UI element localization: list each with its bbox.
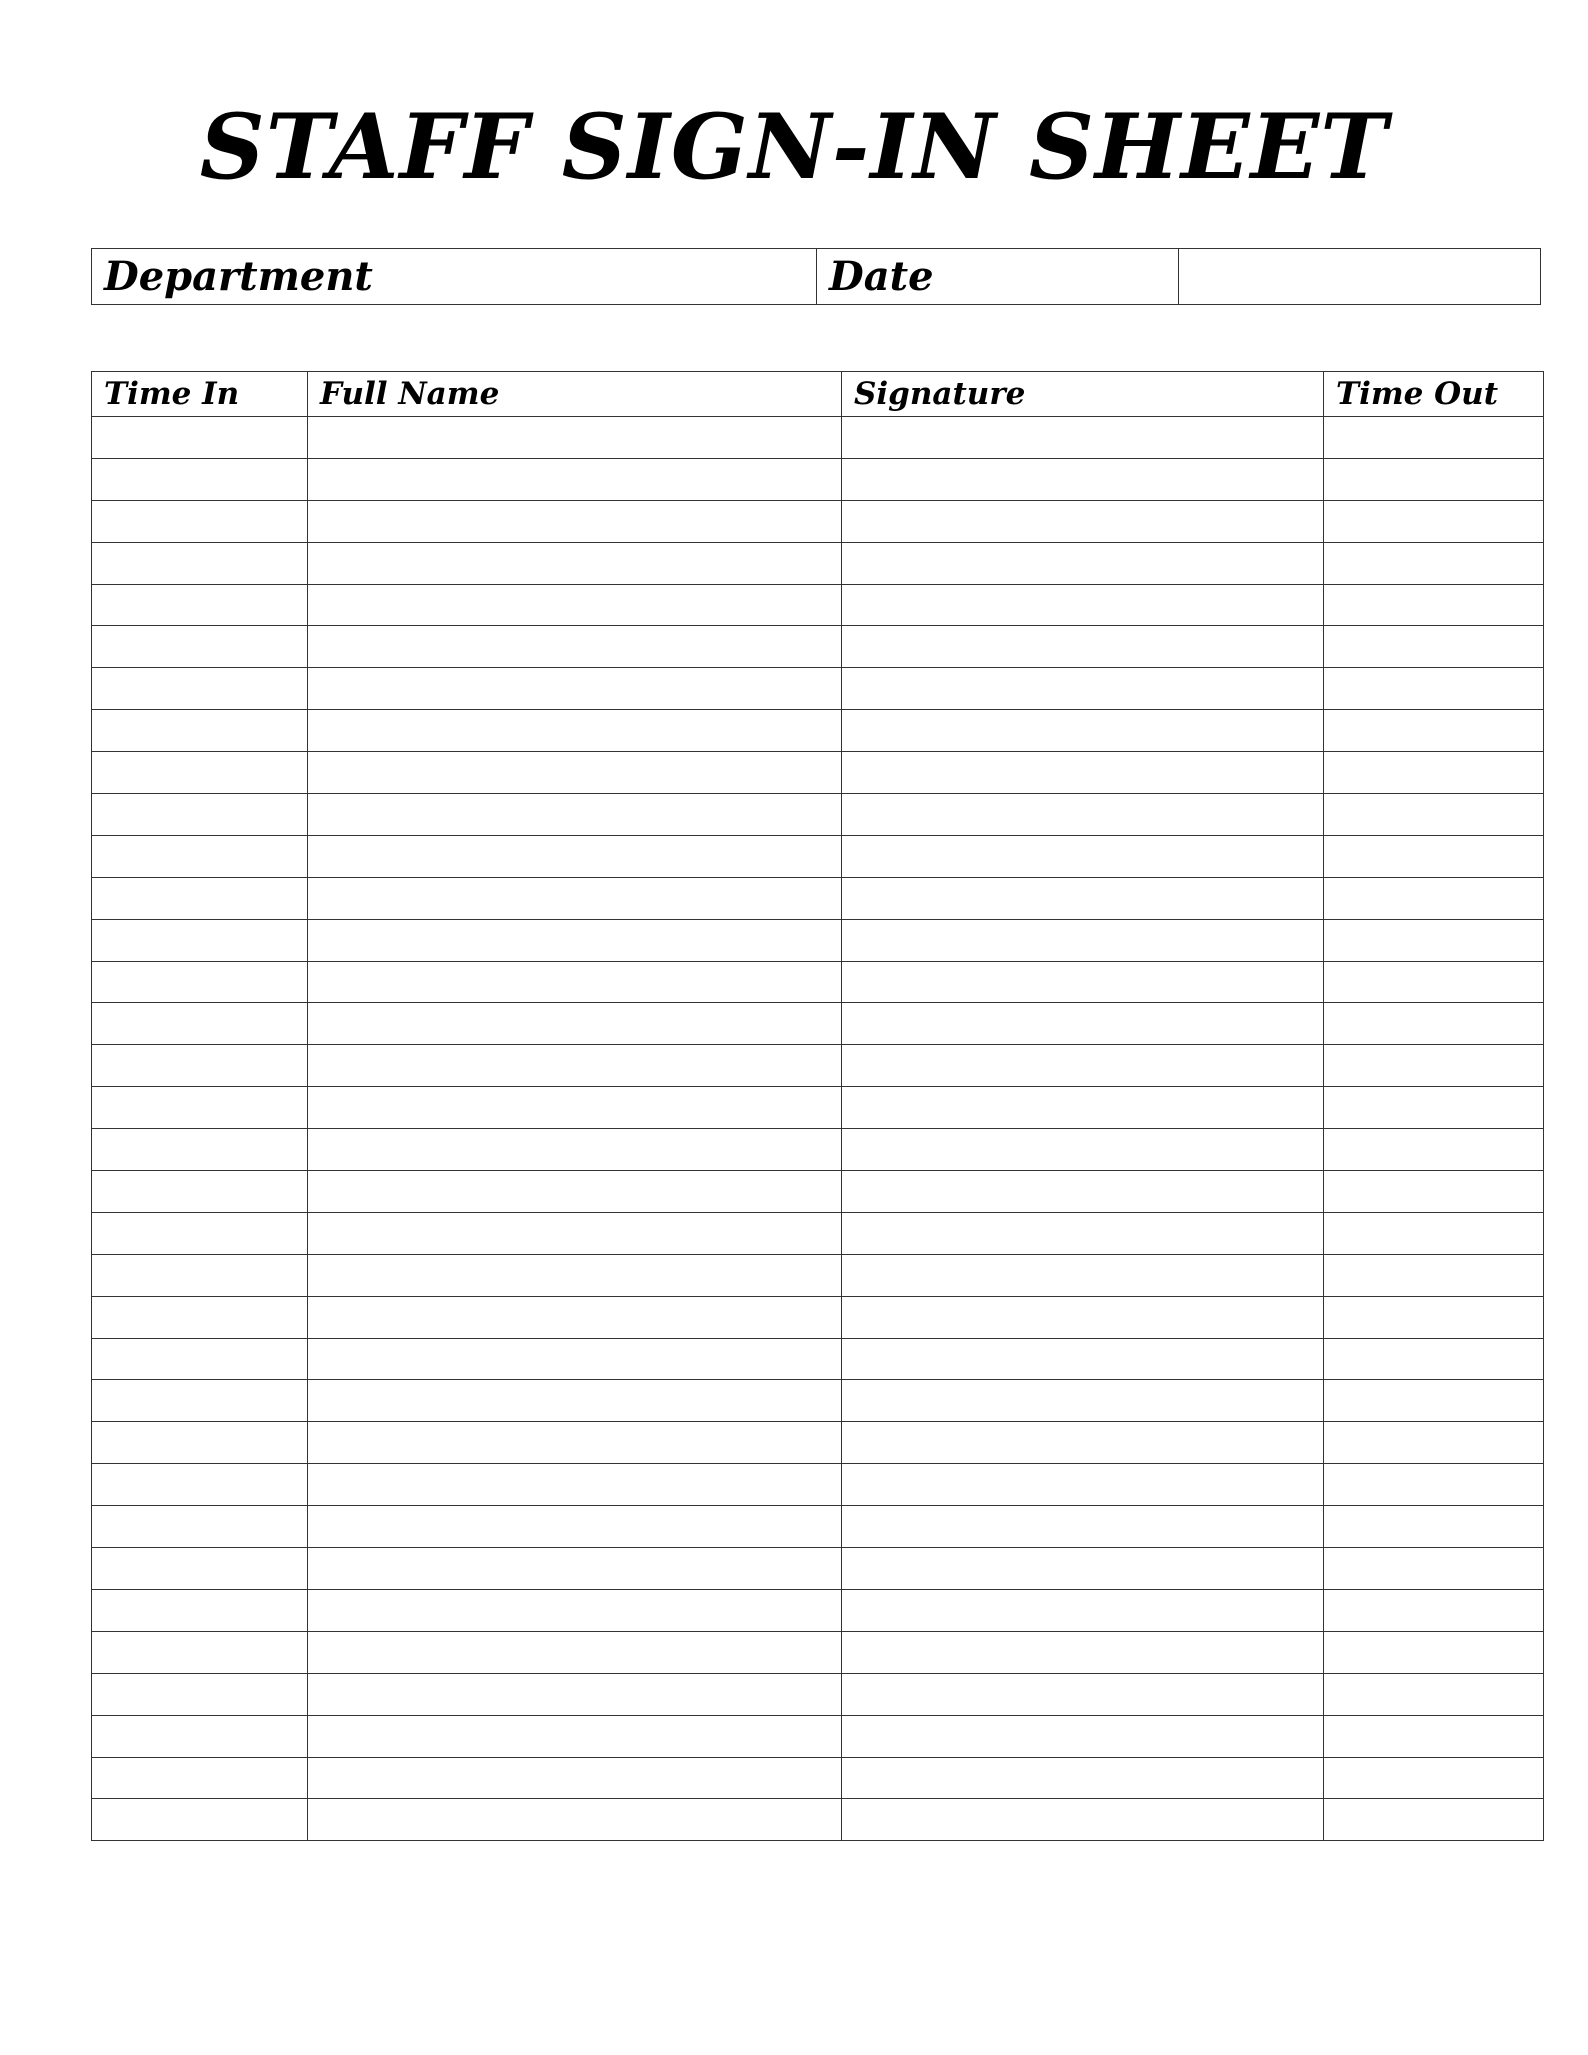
- time-in-cell[interactable]: [92, 1799, 308, 1841]
- table-row: [92, 1003, 1544, 1045]
- time-in-cell[interactable]: [92, 1506, 308, 1548]
- table-row: [92, 584, 1544, 626]
- signature-cell[interactable]: [842, 794, 1324, 836]
- signature-cell[interactable]: [842, 1631, 1324, 1673]
- time-out-cell[interactable]: [1324, 1673, 1544, 1715]
- full-name-cell[interactable]: [308, 1715, 842, 1757]
- time-out-cell[interactable]: [1324, 1506, 1544, 1548]
- full-name-cell[interactable]: [308, 1045, 842, 1087]
- full-name-cell[interactable]: [308, 835, 842, 877]
- table-row: [92, 1673, 1544, 1715]
- full-name-cell[interactable]: [308, 1254, 842, 1296]
- full-name-cell[interactable]: [308, 752, 842, 794]
- full-name-cell[interactable]: [308, 1171, 842, 1213]
- sign-in-table: [91, 371, 1544, 1841]
- time-in-cell[interactable]: [92, 1673, 308, 1715]
- table-row: [92, 1799, 1544, 1841]
- table-row: [92, 1506, 1544, 1548]
- table-row: [92, 835, 1544, 877]
- time-out-cell[interactable]: [1324, 542, 1544, 584]
- table-row: [92, 1757, 1544, 1799]
- signature-cell[interactable]: [842, 1296, 1324, 1338]
- time-out-cell[interactable]: [1324, 1045, 1544, 1087]
- signature-cell[interactable]: [842, 1589, 1324, 1631]
- signature-cell[interactable]: [842, 1799, 1324, 1841]
- time-out-cell[interactable]: [1324, 1171, 1544, 1213]
- column-header-time-in: Time In: [92, 372, 308, 417]
- time-out-cell[interactable]: [1324, 584, 1544, 626]
- time-in-cell[interactable]: [92, 1715, 308, 1757]
- time-in-cell[interactable]: [92, 668, 308, 710]
- signature-cell[interactable]: [842, 835, 1324, 877]
- full-name-cell[interactable]: [308, 1548, 842, 1590]
- signature-cell[interactable]: [842, 1338, 1324, 1380]
- signature-cell[interactable]: [842, 1254, 1324, 1296]
- time-in-cell[interactable]: [92, 1757, 308, 1799]
- signature-cell[interactable]: [842, 877, 1324, 919]
- full-name-cell[interactable]: [308, 542, 842, 584]
- info-table: [91, 248, 1541, 305]
- table-row: [92, 500, 1544, 542]
- time-out-cell[interactable]: [1324, 1757, 1544, 1799]
- full-name-cell[interactable]: [308, 1506, 842, 1548]
- full-name-cell[interactable]: [308, 1589, 842, 1631]
- full-name-cell[interactable]: [308, 1212, 842, 1254]
- table-row: [92, 1631, 1544, 1673]
- signature-cell[interactable]: [842, 1673, 1324, 1715]
- time-out-cell[interactable]: [1324, 500, 1544, 542]
- time-out-cell[interactable]: [1324, 1548, 1544, 1590]
- full-name-cell[interactable]: [308, 710, 842, 752]
- signature-cell[interactable]: [842, 1129, 1324, 1171]
- table-row: [92, 1129, 1544, 1171]
- full-name-cell[interactable]: [308, 626, 842, 668]
- full-name-cell[interactable]: [308, 500, 842, 542]
- signature-cell[interactable]: [842, 1715, 1324, 1757]
- signature-cell[interactable]: [842, 1506, 1324, 1548]
- time-out-cell[interactable]: [1324, 1338, 1544, 1380]
- full-name-cell[interactable]: [308, 794, 842, 836]
- full-name-cell[interactable]: [308, 584, 842, 626]
- time-in-cell[interactable]: [92, 1171, 308, 1213]
- time-out-cell[interactable]: [1324, 1296, 1544, 1338]
- time-in-cell[interactable]: [92, 1464, 308, 1506]
- time-out-cell[interactable]: [1324, 1254, 1544, 1296]
- table-row: [92, 1338, 1544, 1380]
- table-row: [92, 710, 1544, 752]
- signature-cell[interactable]: [842, 710, 1324, 752]
- table-row: [92, 1715, 1544, 1757]
- time-in-cell[interactable]: [92, 752, 308, 794]
- table-row: [92, 1212, 1544, 1254]
- page-title: STAFF SIGN-IN SHEET: [199, 94, 1389, 200]
- signature-cell[interactable]: [842, 1087, 1324, 1129]
- signature-cell[interactable]: [842, 752, 1324, 794]
- time-out-cell[interactable]: [1324, 1589, 1544, 1631]
- time-out-cell[interactable]: [1324, 1212, 1544, 1254]
- time-in-cell[interactable]: [92, 584, 308, 626]
- time-out-cell[interactable]: [1324, 710, 1544, 752]
- time-in-cell[interactable]: [92, 1296, 308, 1338]
- column-header-time-out: Time Out: [1324, 372, 1544, 417]
- full-name-cell[interactable]: [308, 1129, 842, 1171]
- department-label: Department: [104, 253, 373, 300]
- table-row: [92, 417, 1544, 459]
- time-out-cell[interactable]: [1324, 877, 1544, 919]
- full-name-cell[interactable]: [308, 1380, 842, 1422]
- column-header-full-name: Full Name: [308, 372, 842, 417]
- time-out-cell[interactable]: [1324, 835, 1544, 877]
- time-out-cell[interactable]: [1324, 1380, 1544, 1422]
- table-row: [92, 1422, 1544, 1464]
- time-in-cell[interactable]: [92, 1338, 308, 1380]
- table-row: [92, 1254, 1544, 1296]
- time-in-cell[interactable]: [92, 1380, 308, 1422]
- time-out-cell[interactable]: [1324, 1631, 1544, 1673]
- time-out-cell[interactable]: [1324, 961, 1544, 1003]
- table-row: [92, 961, 1544, 1003]
- time-in-cell[interactable]: [92, 961, 308, 1003]
- table-row: [92, 794, 1544, 836]
- table-row: [92, 668, 1544, 710]
- full-name-cell[interactable]: [308, 961, 842, 1003]
- info-row: [92, 249, 1541, 305]
- table-row: [92, 877, 1544, 919]
- signature-cell[interactable]: [842, 1422, 1324, 1464]
- date-label: Date: [829, 253, 934, 300]
- full-name-cell[interactable]: [308, 1338, 842, 1380]
- signature-cell[interactable]: [842, 1757, 1324, 1799]
- full-name-cell[interactable]: [308, 1296, 842, 1338]
- time-in-cell[interactable]: [92, 1548, 308, 1590]
- time-in-cell[interactable]: [92, 1003, 308, 1045]
- time-in-cell[interactable]: [92, 919, 308, 961]
- signature-cell[interactable]: [842, 668, 1324, 710]
- full-name-cell[interactable]: [308, 458, 842, 500]
- time-in-cell[interactable]: [92, 1212, 308, 1254]
- signature-cell[interactable]: [842, 458, 1324, 500]
- table-row: [92, 1045, 1544, 1087]
- full-name-cell[interactable]: [308, 668, 842, 710]
- signature-cell[interactable]: [842, 417, 1324, 459]
- table-row: [92, 752, 1544, 794]
- signature-cell[interactable]: [842, 919, 1324, 961]
- time-in-cell[interactable]: [92, 1631, 308, 1673]
- table-row: [92, 1380, 1544, 1422]
- time-out-cell[interactable]: [1324, 1003, 1544, 1045]
- time-in-cell[interactable]: [92, 835, 308, 877]
- table-row: [92, 1171, 1544, 1213]
- table-row: [92, 542, 1544, 584]
- full-name-cell[interactable]: [308, 1757, 842, 1799]
- full-name-cell[interactable]: [308, 1087, 842, 1129]
- table-row: [92, 1464, 1544, 1506]
- full-name-cell[interactable]: [308, 1464, 842, 1506]
- time-out-cell[interactable]: [1324, 626, 1544, 668]
- time-in-cell[interactable]: [92, 1129, 308, 1171]
- table-row: [92, 1589, 1544, 1631]
- time-out-cell[interactable]: [1324, 1799, 1544, 1841]
- table-row: [92, 1548, 1544, 1590]
- full-name-cell[interactable]: [308, 417, 842, 459]
- date-label-cell: [817, 249, 1179, 305]
- time-out-cell[interactable]: [1324, 1464, 1544, 1506]
- time-out-cell[interactable]: [1324, 794, 1544, 836]
- signature-cell[interactable]: [842, 1380, 1324, 1422]
- signature-cell[interactable]: [842, 542, 1324, 584]
- time-out-cell[interactable]: [1324, 1422, 1544, 1464]
- time-out-cell[interactable]: [1324, 919, 1544, 961]
- time-out-cell[interactable]: [1324, 1129, 1544, 1171]
- signature-cell[interactable]: [842, 500, 1324, 542]
- time-in-cell[interactable]: [92, 417, 308, 459]
- time-in-cell[interactable]: [92, 542, 308, 584]
- table-row: [92, 626, 1544, 668]
- time-in-cell[interactable]: [92, 458, 308, 500]
- time-in-cell[interactable]: [92, 1422, 308, 1464]
- signature-cell[interactable]: [842, 1212, 1324, 1254]
- date-field[interactable]: [1179, 249, 1541, 305]
- signature-cell[interactable]: [842, 961, 1324, 1003]
- table-body: [92, 417, 1544, 1841]
- signature-cell[interactable]: [842, 584, 1324, 626]
- full-name-cell[interactable]: [308, 1003, 842, 1045]
- time-in-cell[interactable]: [92, 1254, 308, 1296]
- signature-cell[interactable]: [842, 1464, 1324, 1506]
- signature-cell[interactable]: [842, 1548, 1324, 1590]
- time-in-cell[interactable]: [92, 710, 308, 752]
- signature-cell[interactable]: [842, 626, 1324, 668]
- time-out-cell[interactable]: [1324, 1715, 1544, 1757]
- time-in-cell[interactable]: [92, 877, 308, 919]
- table-header-row: [92, 372, 1544, 417]
- full-name-cell[interactable]: [308, 1422, 842, 1464]
- column-header-signature: Signature: [842, 372, 1324, 417]
- time-in-cell[interactable]: [92, 500, 308, 542]
- full-name-cell[interactable]: [308, 1673, 842, 1715]
- signature-cell[interactable]: [842, 1171, 1324, 1213]
- full-name-cell[interactable]: [308, 1631, 842, 1673]
- time-out-cell[interactable]: [1324, 417, 1544, 459]
- full-name-cell[interactable]: [308, 1799, 842, 1841]
- signature-cell[interactable]: [842, 1045, 1324, 1087]
- time-in-cell[interactable]: [92, 1087, 308, 1129]
- signature-cell[interactable]: [842, 1003, 1324, 1045]
- time-out-cell[interactable]: [1324, 752, 1544, 794]
- table-row: [92, 1087, 1544, 1129]
- time-in-cell[interactable]: [92, 1589, 308, 1631]
- table-row: [92, 458, 1544, 500]
- time-out-cell[interactable]: [1324, 1087, 1544, 1129]
- full-name-cell[interactable]: [308, 919, 842, 961]
- time-in-cell[interactable]: [92, 1045, 308, 1087]
- time-out-cell[interactable]: [1324, 668, 1544, 710]
- time-in-cell[interactable]: [92, 794, 308, 836]
- full-name-cell[interactable]: [308, 877, 842, 919]
- department-field[interactable]: [92, 249, 817, 305]
- table-row: [92, 1296, 1544, 1338]
- table-row: [92, 919, 1544, 961]
- time-in-cell[interactable]: [92, 626, 308, 668]
- time-out-cell[interactable]: [1324, 458, 1544, 500]
